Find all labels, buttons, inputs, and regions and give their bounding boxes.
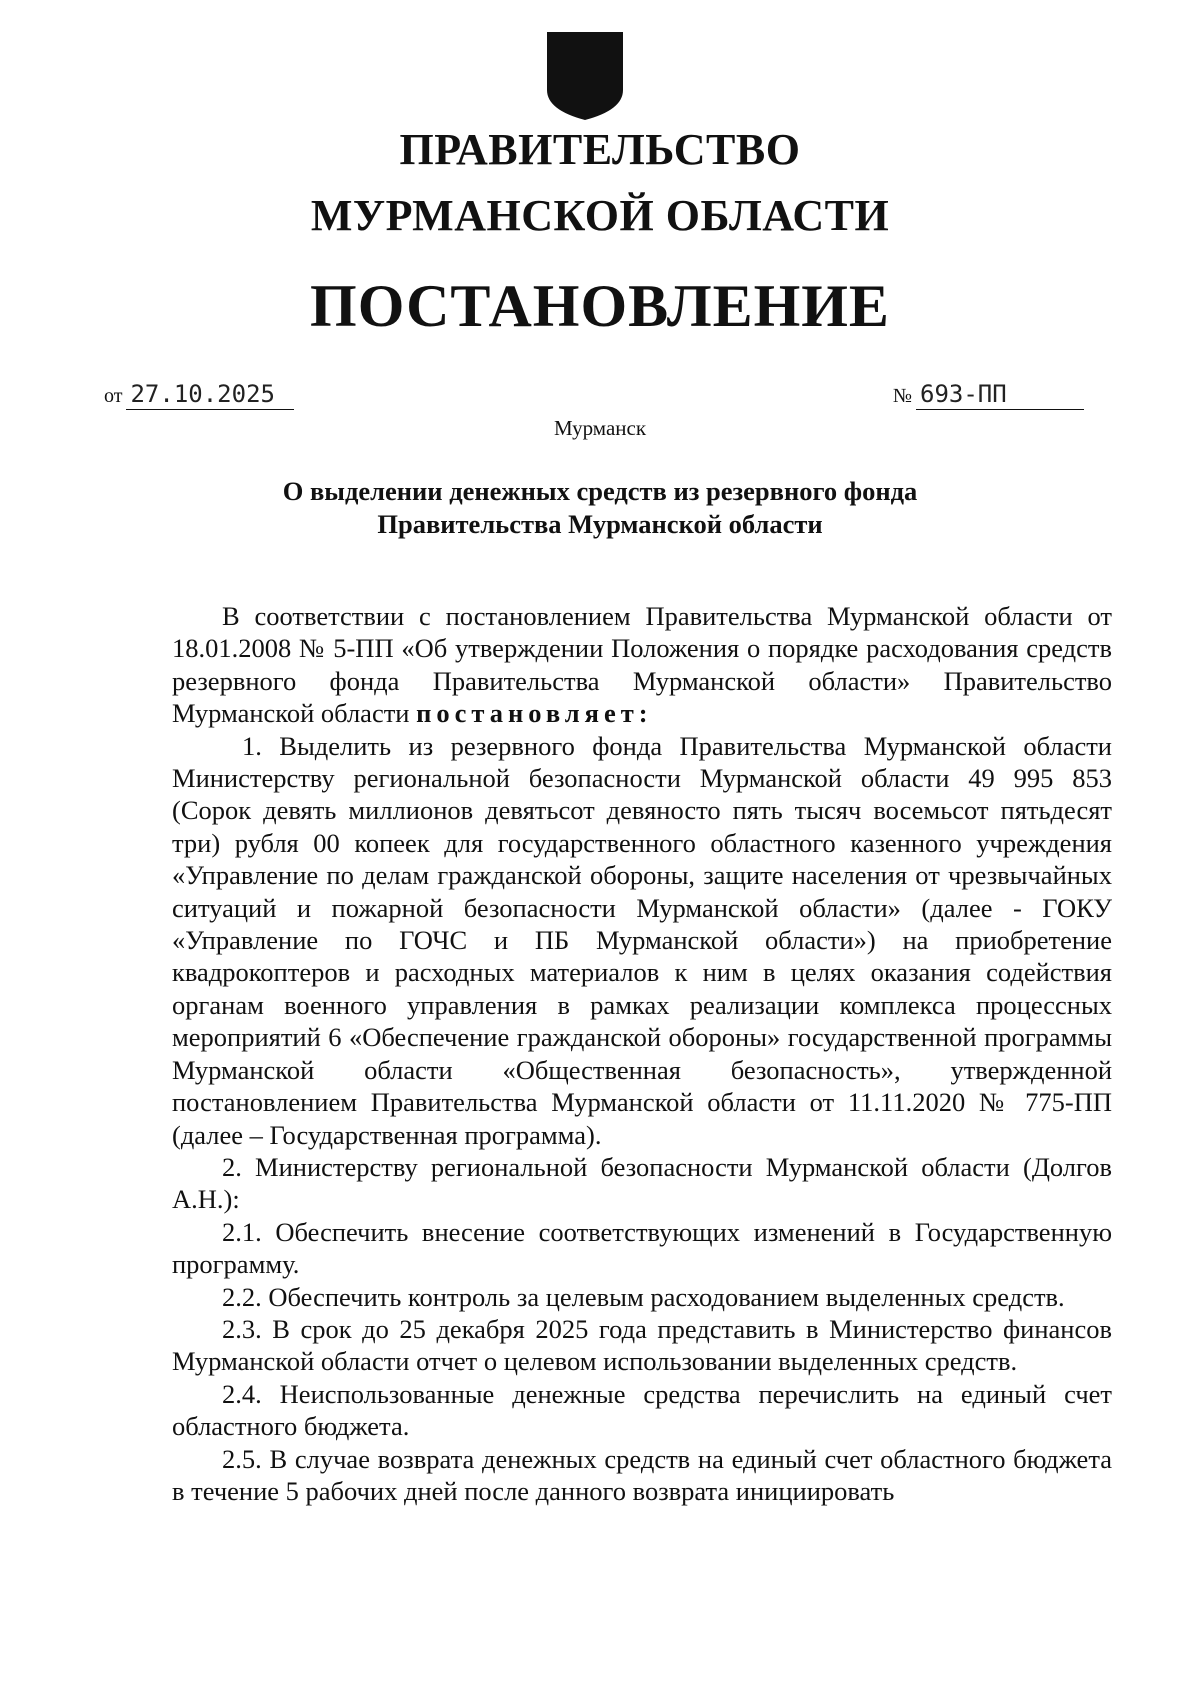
document-title [0,475,1200,541]
date-block [104,380,294,410]
paragraph-2-3: 2.3. В срок до 25 декабря 2025 года представить в Министерство финансов Мурманской области отчет о целевом использовании выделенных средств. [172,1313,1112,1377]
document-meta-row [104,380,1084,414]
document-date: 27.10.2025 [126,380,294,410]
number-prefix: № [892,385,912,407]
paragraph-1: 1. Выделить из резервного фонда Правительства Мурманской области Министерству региональной безопасности Мурманской области 49 995 853 (Сорок девять миллионов девятьсот девяносто пять тысяч восемьсот пятьдесят три) рубля 00 копеек для государственного областного казенного учреждения «Управление по делам гражданской обороны, защите населения от чрезвычайных ситуаций и пожарной безопасности Мурманской области» (далее - ГОКУ «Управление по ГОЧС и ПБ Мурманской области») на приобретение квадрокоптеров и расходных материалов к ним в целях оказания содействия органам военного управления в рамках реализации комплекса процессных мероприятий 6 «Обеспечение гражданской обороны» государственной программы Мурманской области «Общественная безопасность», утвержденной постановлением Правительства Мурманской области от 11.11.2020 № 775-ПП (далее – Государственная программа). [172,730,1112,1150]
document-number: 693-ПП [916,380,1084,410]
paragraph-2: 2. Министерству региональной безопасности Мурманской области (Долгов А.Н.): [172,1151,1112,1215]
paragraph-2-2: 2.2. Обеспечить контроль за целевым расходованием выделенных средств. [222,1281,1065,1312]
title-line2: Правительства Мурманской области [377,509,823,539]
city-name: Мурманск [553,416,647,440]
document-body [172,600,1112,1507]
title-line1: О выделении денежных средств из резервного фонда [282,476,918,506]
preamble-paragraph [172,600,1112,730]
government-name-line2: МУРМАНСКОЙ ОБЛАСТИ [310,191,890,240]
preamble-text: В соответствии с постановлением Правительства Мурманской области от 18.01.2008 № 5-ПП «Об утверждении Положения о порядке расходования средств резервного фонда Правительства Мурманской области» Правительство Мурманской области [172,601,1112,729]
date-prefix: от [104,385,123,407]
coat-of-arms-emblem [543,30,627,122]
paragraph-2-1: 2.1. Обеспечить внесение соответствующих изменений в Государственную программу. [172,1216,1112,1280]
document-type: ПОСТАНОВЛЕНИЕ [310,273,890,339]
paragraph-2-5: 2.5. В случае возврата денежных средств на единый счет областного бюджета в течение 5 рабочих дней после данного возврата инициировать [172,1443,1112,1506]
paragraph-2-4: 2.4. Неиспользованные денежные средства перечислить на единый счет областного бюджета. [172,1378,1112,1442]
preamble-verb: постановляет: [416,698,653,729]
number-block [893,380,1084,410]
government-name-line1: ПРАВИТЕЛЬСТВО [399,125,801,174]
